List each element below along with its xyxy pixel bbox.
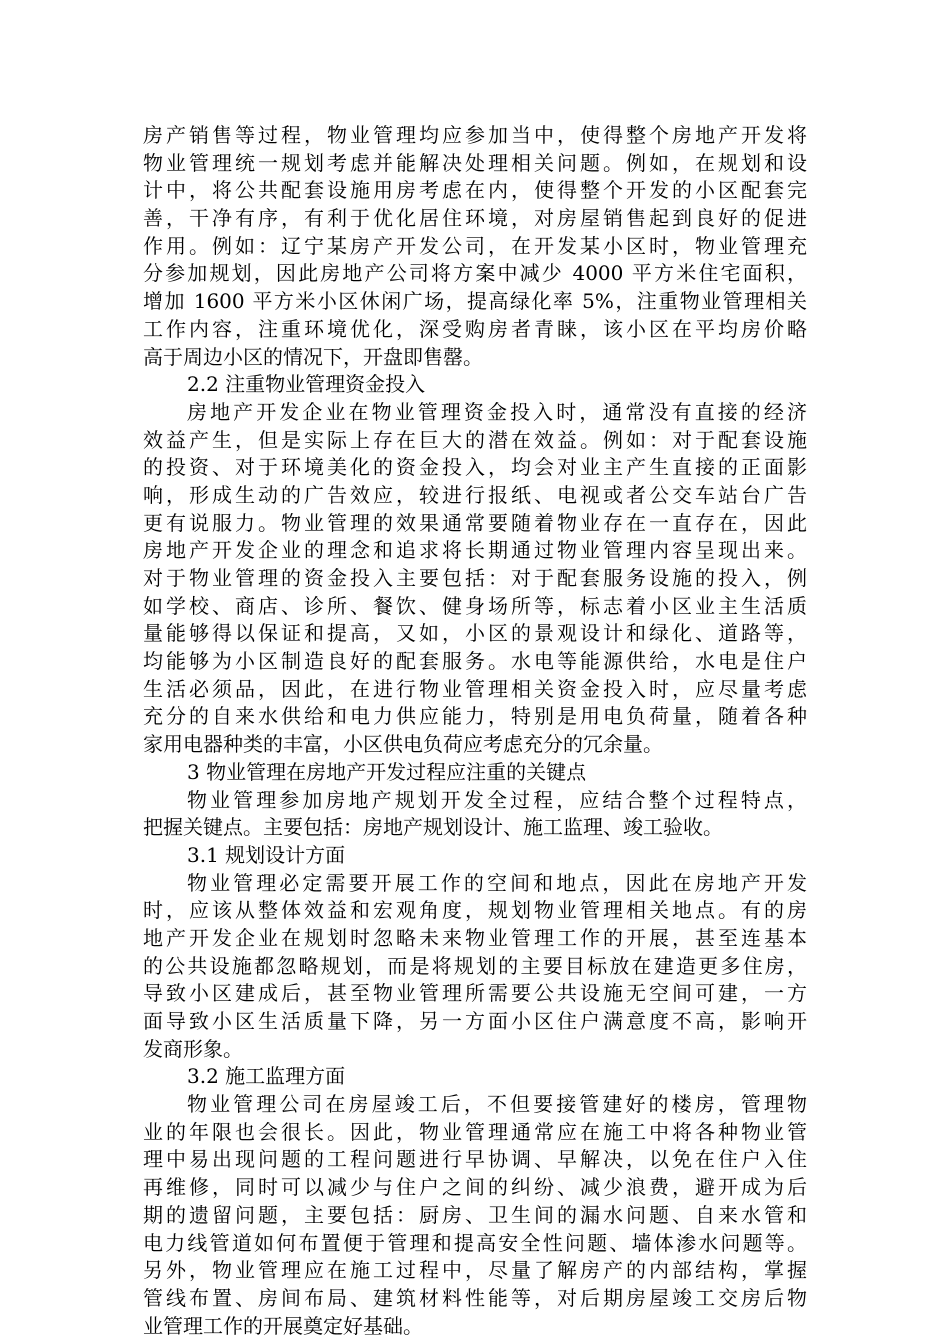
text-line: 导致小区建成后，甚至物业管理所需要公共设施无空间可建，一方	[143, 981, 807, 1006]
text-line: 时，应该从整体效益和宏观角度，规划物业管理相关地点。有的房	[143, 898, 807, 923]
text-line: 增加 1600 平方米小区休闲广场，提高绿化率 5%，注重物业管理相关	[143, 289, 807, 314]
text-line: 房地产开发企业的理念和追求将长期通过物业管理内容呈现出来。	[143, 538, 807, 563]
text-line: 充分的自来水供给和电力供应能力，特别是用电负荷量，随着各种	[143, 704, 807, 729]
text-line: 电力线管道如何布置便于管理和提高安全性问题、墙体渗水问题等。	[143, 1230, 807, 1255]
text-line: 工作内容，注重环境优化，深受购房者青睐，该小区在平均房价略	[143, 316, 807, 341]
text-line: 期的遗留问题，主要包括：厨房、卫生间的漏水问题、自来水管和	[143, 1202, 807, 1227]
text-line: 物业管理必定需要开展工作的空间和地点，因此在房地产开发	[187, 870, 807, 895]
text-line: 的投资、对于环境美化的资金投入，均会对业主产生直接的正面影	[143, 455, 807, 480]
text-line: 高于周边小区的情况下，开盘即售罄。	[143, 344, 483, 369]
text-line: 计中，将公共配套设施用房考虑在内，使得整个开发的小区配套完	[143, 178, 807, 203]
text-line: 物业管理公司在房屋竣工后，不但要接管建好的楼房，管理物	[187, 1092, 807, 1117]
text-line: 房产销售等过程，物业管理均应参加当中，使得整个房地产开发将	[143, 123, 807, 147]
text-line: 业管理工作的开展奠定好基础。	[143, 1313, 423, 1338]
text-line: 家用电器种类的丰富，小区供电负荷应考虑充分的冗余量。	[143, 732, 663, 757]
text-line: 业的年限也会很长。因此，物业管理通常应在施工中将各种物业管	[143, 1119, 807, 1144]
text-line: 作用。例如：辽宁某房产开发公司，在开发某小区时，物业管理充	[143, 233, 807, 258]
text-line: 地产开发企业在规划时忽略未来物业管理工作的开展，甚至连基本	[143, 925, 807, 950]
text-line: 的公共设施都忽略规划，而是将规划的主要目标放在建造更多住房，	[143, 953, 807, 978]
text-line: 量能够得以保证和提高，又如，小区的景观设计和绿化、道路等，	[143, 621, 807, 646]
document-page	[143, 122, 807, 1340]
text-line: 另外，物业管理应在施工过程中，尽量了解房产的内部结构，掌握	[143, 1258, 807, 1283]
section-heading-3: 3 物业管理在房地产开发过程应注重的关键点	[187, 759, 587, 784]
text-line: 善，干净有序，有利于优化居住环境，对房屋销售起到良好的促进	[143, 206, 807, 231]
text-line: 把握关键点。主要包括：房地产规划设计、施工监理、竣工验收。	[143, 815, 723, 840]
text-line: 房地产开发企业在物业管理资金投入时，通常没有直接的经济	[187, 399, 807, 424]
text-line: 效益产生，但是实际上存在巨大的潜在效益。例如：对于配套设施	[143, 427, 807, 452]
text-line: 理中易出现问题的工程问题进行早协调、早解决，以免在住户入住	[143, 1147, 807, 1172]
text-line: 更有说服力。物业管理的效果通常要随着物业存在一直存在，因此	[143, 510, 807, 535]
paragraph-key-points	[143, 787, 807, 842]
section-heading-2-2: 2.2 注重物业管理资金投入	[187, 372, 426, 397]
paragraph-construction-supervision	[143, 1091, 807, 1340]
paragraph-planning-design	[143, 870, 807, 1064]
section-heading-3-2: 3.2 施工监理方面	[187, 1064, 346, 1089]
text-line: 对于物业管理的资金投入主要包括：对于配套服务设施的投入，例	[143, 566, 807, 590]
section-heading-3-1: 3.1 规划设计方面	[187, 842, 346, 867]
text-line: 如学校、商店、诊所、餐饮、健身场所等，标志着小区业主生活质	[143, 593, 807, 618]
text-line: 发商形象。	[143, 1036, 243, 1061]
text-line: 生活必须品，因此，在进行物业管理相关资金投入时，应尽量考虑	[143, 676, 807, 701]
text-line: 物业管理统一规划考虑并能解决处理相关问题。例如，在规划和设	[143, 150, 807, 175]
paragraph-continuation	[143, 122, 807, 371]
text-line: 响，形成生动的广告效应，较进行报纸、电视或者公交车站台广告	[143, 482, 807, 507]
text-line: 面导致小区生活质量下降，另一方面小区住户满意度不高，影响开	[143, 1009, 807, 1033]
text-line: 管线布置、房间布局、建筑材料性能等，对后期房屋竣工交房后物	[143, 1285, 807, 1310]
paragraph-funding	[143, 399, 807, 759]
text-line: 再维修，同时可以减少与住户之间的纠纷、减少浪费，避开成为后	[143, 1175, 807, 1200]
text-line: 分参加规划，因此房地产公司将方案中减少 4000 平方米住宅面积，	[143, 261, 807, 286]
text-line: 均能够为小区制造良好的配套服务。水电等能源供给，水电是住户	[143, 649, 807, 674]
text-line: 物业管理参加房地产规划开发全过程，应结合整个过程特点，	[187, 787, 807, 812]
